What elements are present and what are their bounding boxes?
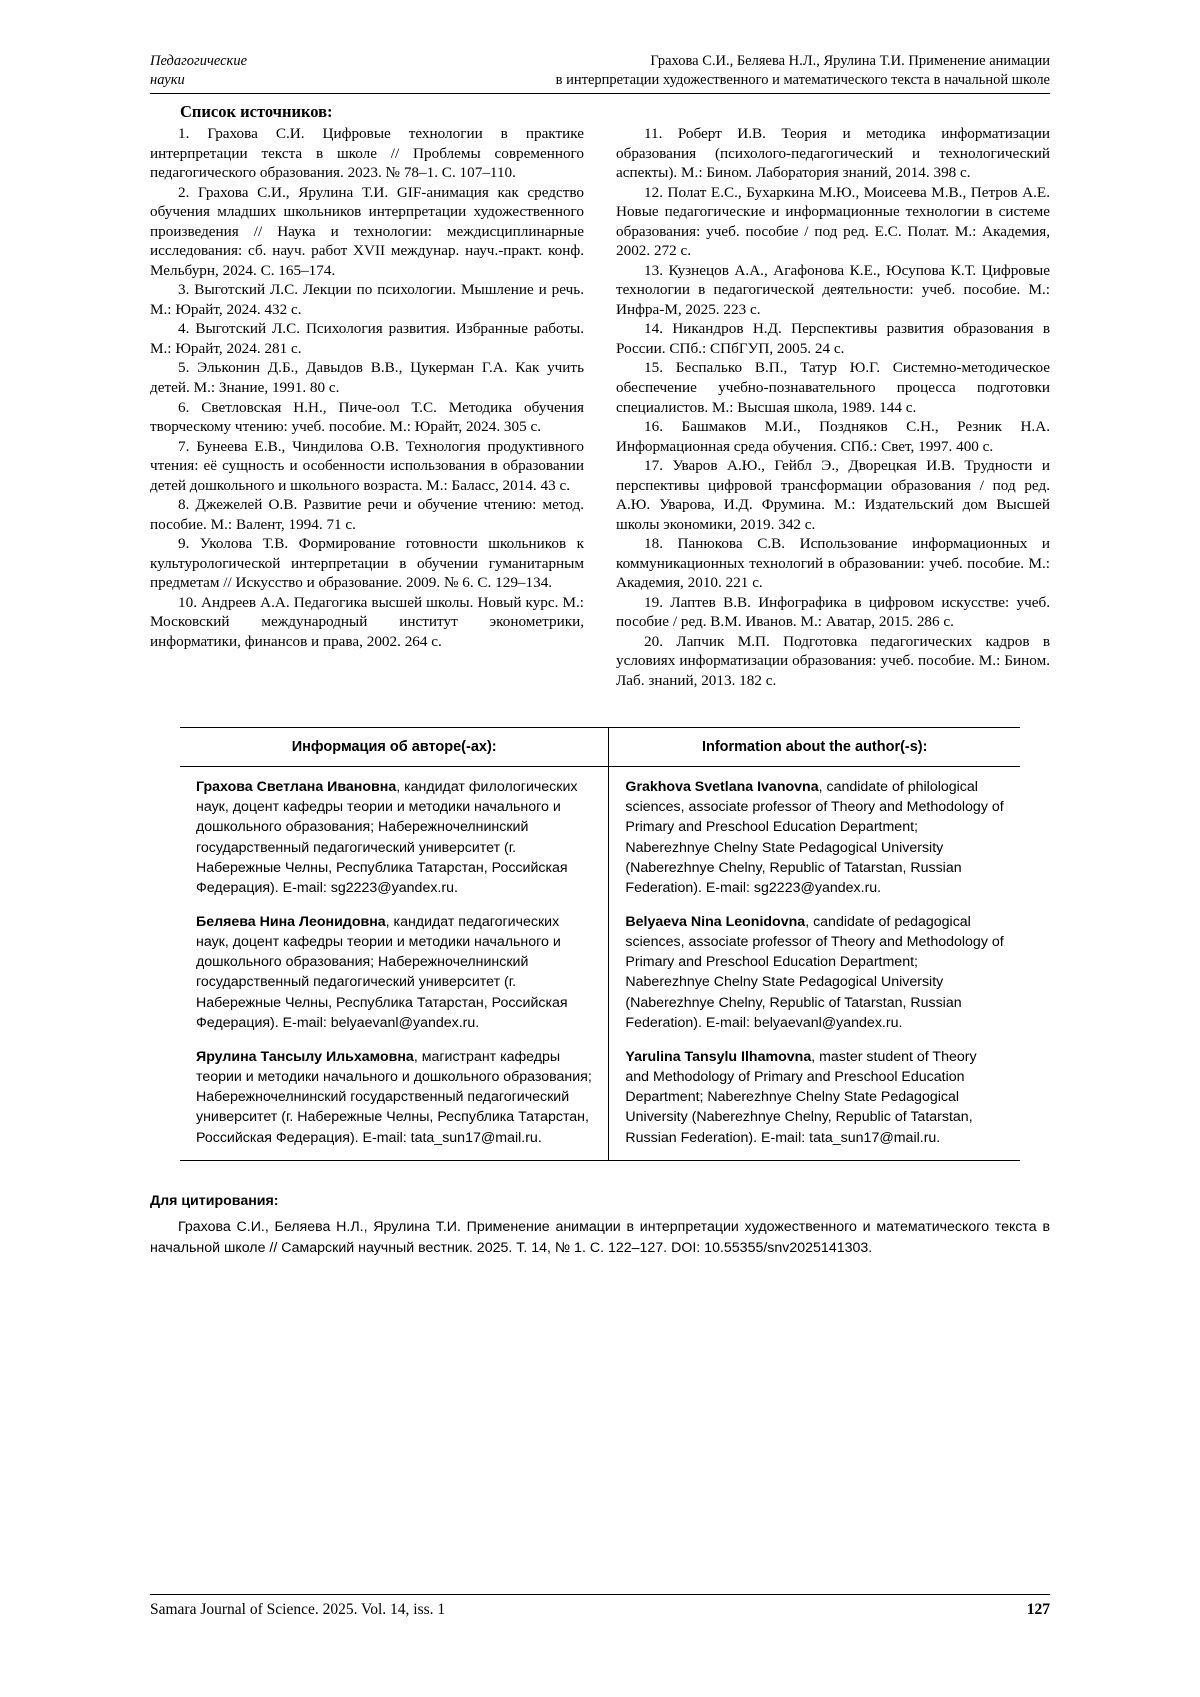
author-block-en xyxy=(625,777,1004,898)
footer-journal: Samara Journal of Science. 2025. Vol. 14, iss. 1 xyxy=(150,1601,446,1618)
author-affiliation-ru: , кандидат педагогических наук, доцент кафедры теории и методики начального и дошкольного образования; Набережночелнинский государственный педагогический университет (г. Набережные Челны, Республика Татарстан, Российская Федерация). E-mail: belyaevanl@yandex.ru. xyxy=(196,914,568,1031)
author-affiliation-ru: , магистрант кафедры теории и методики начального и дошкольного образования; Набережночелнинский государственный педагогический университет (г. Набережные Челны, Республика Татарстан, Российская Федерация). E-mail: tata_sun17@mail.ru. xyxy=(196,1048,592,1146)
citation-block xyxy=(150,1191,1050,1259)
reference-item: 20. Лапчик М.П. Подготовка педагогических кадров в условиях информатизации образования: учеб. пособие. М.: Бином. Лаб. знаний, 2013. 182 с. xyxy=(616,632,1050,689)
footer-divider xyxy=(150,1594,1050,1595)
authors-header-ru: Информация об авторе(-ах): xyxy=(180,727,609,767)
authors-header-en: Information about the author(-s): xyxy=(609,727,1020,767)
reference-item: 11. Роберт И.В. Теория и методика информатизации образования (психолого-педагогический и технологический аспекты). М.: Бином. Лаборатория знаний, 2014. 398 с. xyxy=(616,125,1050,182)
reference-item: 2. Грахова С.И., Ярулина Т.И. GIF-анимация как средство обучения младших школьников интерпретации художественного произведения // Наука и технологии: междисциплинарные исследования: сб. науч. работ XVII междунар. науч.-практ. конф. Мельбурн, 2024. С. 165–174. xyxy=(150,183,584,279)
reference-item: 6. Светловская Н.Н., Пиче-оол Т.С. Методика обучения творческому чтению: учеб. пособие. М.: Юрайт, 2024. 305 с. xyxy=(150,398,584,436)
author-name-en: Yarulina Tansylu Ilhamovna xyxy=(625,1048,812,1065)
reference-item: 4. Выготский Л.С. Психология развития. Избранные работы. М.: Юрайт, 2024. 281 с. xyxy=(150,320,584,357)
header-divider xyxy=(150,93,1050,94)
page-footer xyxy=(150,1594,1050,1619)
authors-cell-en xyxy=(609,767,1020,1161)
author-block-ru xyxy=(196,777,592,898)
running-head-right-line2: в интерпретации художественного и математического текста в начальной школе xyxy=(555,71,1050,88)
reference-item: 8. Джежелей О.В. Развитие речи и обучение чтению: метод. пособие. М.: Валент, 1994. 71 с. xyxy=(150,496,584,533)
reference-item: 7. Бунеева Е.В., Чиндилова О.В. Технология продуктивного чтения: её сущность и особенности использования в образовании детей дошкольного и школьного возраста. М.: Баласс, 2014. 43 с. xyxy=(150,437,584,494)
author-name-en: Grakhova Svetlana Ivanovna xyxy=(625,779,819,796)
author-affiliation-en: , candidate of pedagogical sciences, associate professor of Theory and Methodology of Primary and Preschool Education Department; Naberezhnye Chelny State Pedagogical University (Naberezhnye Chelny, Republic of Tatarstan, Russian Federation). E-mail: belyaevanl@yandex.ru. xyxy=(625,914,1004,1031)
references-column-left xyxy=(150,124,584,690)
authors-cell-ru xyxy=(180,767,609,1161)
running-head-left xyxy=(150,52,380,89)
reference-item: 12. Полат Е.С., Бухаркина М.Ю., Моисеева М.В., Петров А.Е. Новые педагогические и информационные технологии в системе образования: учеб. пособие / под ред. Е.С. Полат. М.: Академия, 2002. 272 с. xyxy=(616,183,1050,260)
running-head-left-line1: Педагогические xyxy=(150,53,248,69)
references-title: Список источников: xyxy=(180,102,333,122)
reference-item: 3. Выготский Л.С. Лекции по психологии. Мышление и речь. М.: Юрайт, 2024. 432 с. xyxy=(150,281,584,318)
reference-item: 5. Эльконин Д.Б., Давыдов В.В., Цукерман Г.А. Как учить детей. М.: Знание, 1991. 80 с. xyxy=(150,359,584,396)
citation-text: Грахова С.И., Беляева Н.Л., Ярулина Т.И. Применение анимации в интерпретации художественного и математического текста в начальной школе // Самарский научный вестник. 2025. Т. 14, № 1. С. 122–127. DOI: 10.55355/snv2025141303. xyxy=(150,1219,1050,1256)
reference-item: 17. Уваров А.Ю., Гейбл Э., Дворецкая И.В. Трудности и перспективы цифровой трансформации образования / под ред. А.Ю. Уварова, И.Д. Фрумина. М.: Издательский дом Высшей школы экономики, 2019. 342 с. xyxy=(616,457,1050,533)
authors-table-row xyxy=(180,767,1020,1161)
reference-item: 18. Панюкова С.В. Использование информационных и коммуникационных технологий в образовании: учеб. пособие. М.: Академия, 2010. 221 с. xyxy=(616,535,1050,592)
reference-item: 10. Андреев А.А. Педагогика высшей школы. Новый курс. М.: Московский международный институт эконометрики, информатики, финансов и права, 2002. 264 с. xyxy=(150,593,584,650)
footer-page-number: 127 xyxy=(1026,1601,1050,1618)
author-block-en xyxy=(625,1047,1004,1148)
authors-table xyxy=(180,727,1020,1161)
running-head-right xyxy=(380,52,1050,89)
author-name-ru: Грахова Светлана Ивановна xyxy=(196,779,397,796)
author-block-en xyxy=(625,912,1004,1033)
footer-line xyxy=(150,1601,1050,1619)
author-block-ru xyxy=(196,1047,592,1148)
author-block-ru xyxy=(196,912,592,1033)
reference-item: 15. Беспалько В.П., Татур Ю.Г. Системно-методическое обеспечение учебно-познавательного процесса подготовки специалистов. М.: Высшая школа, 1989. 144 с. xyxy=(616,359,1050,416)
authors-table-header-row xyxy=(180,727,1020,767)
author-affiliation-ru: , кандидат филологических наук, доцент кафедры теории и методики начального и дошкольного образования; Набережночелнинский государственный педагогический университет (г. Набережные Челны, Республика Татарстан, Российская Федерация). E-mail: sg2223@yandex.ru. xyxy=(196,779,578,896)
running-head-right-line1: Грахова С.И., Беляева Н.Л., Ярулина Т.И. Применение анимации xyxy=(650,53,1050,69)
reference-item: 14. Никандров Н.Д. Перспективы развития образования в России. СПб.: СПбГУП, 2005. 24 с. xyxy=(616,320,1050,357)
author-affiliation-en: , candidate of philological sciences, associate professor of Theory and Methodology of Primary and Preschool Education Department; Naberezhnye Chelny State Pedagogical University (Naberezhnye Chelny, Republic of Tatarstan, Russian Federation). E-mail: sg2223@yandex.ru. xyxy=(625,779,1004,896)
reference-item: 9. Уколова Т.В. Формирование готовности школьников к культурологической интерпретации в обучении гуманитарным предметам // Искусство и образование. 2009. № 6. С. 129–134. xyxy=(150,535,584,592)
references-column-right xyxy=(616,124,1050,690)
page-content xyxy=(150,52,1050,1259)
author-name-en: Belyaeva Nina Leonidovna xyxy=(625,914,806,931)
reference-item: 1. Грахова С.И. Цифровые технологии в практике интерпретации текста в школе // Проблемы современного педагогического образования. 2023. № 78–1. С. 107–110. xyxy=(150,125,584,182)
references-columns xyxy=(150,124,1050,690)
running-head xyxy=(150,52,1050,89)
author-affiliation-en: , master student of Theory and Methodology of Primary and Preschool Education Department; Naberezhnye Chelny State Pedagogical University (Naberezhnye Chelny, Republic of Tatarstan, Russian Federation). E-mail: tata_sun17@mail.ru. xyxy=(625,1048,977,1146)
running-head-left-line2: науки xyxy=(150,71,185,88)
citation-label: Для цитирования: xyxy=(150,1192,279,1209)
reference-item: 13. Кузнецов А.А., Агафонова К.Е., Юсупова К.Т. Цифровые технологии в педагогической деятельности: учеб. пособие. М.: Инфра-М, 2025. 223 с. xyxy=(616,261,1050,318)
reference-item: 19. Лаптев В.В. Инфографика в цифровом искусстве: учеб. пособие / ред. В.М. Иванов. М.: Аватар, 2015. 286 с. xyxy=(616,593,1050,631)
author-name-ru: Беляева Нина Леонидовна xyxy=(196,914,386,931)
author-name-ru: Ярулина Тансылу Ильхамовна xyxy=(196,1048,414,1065)
reference-item: 16. Башмаков М.И., Поздняков С.Н., Резник Н.А. Информационная среда обучения. СПб.: Свет, 1997. 400 с. xyxy=(616,418,1050,455)
